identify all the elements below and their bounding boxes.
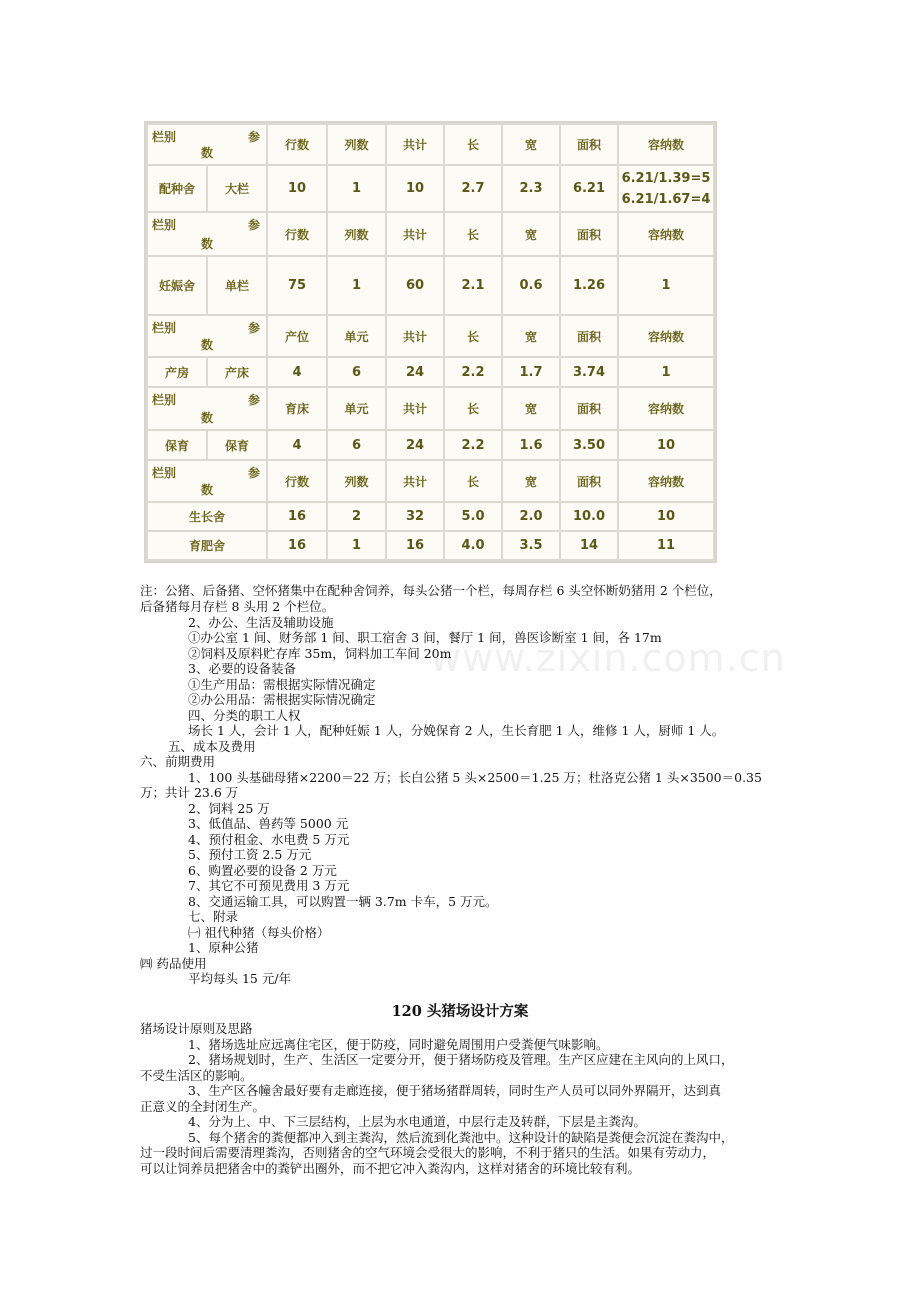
diag-right: 参 bbox=[247, 218, 260, 232]
diag-right: 参 bbox=[247, 466, 260, 480]
section-title: 120 头猪场设计方案 bbox=[391, 1003, 529, 1020]
value-cell: 2.0 bbox=[502, 502, 560, 531]
value-cell: 10 bbox=[386, 165, 444, 212]
value-cell: 2.3 bbox=[502, 165, 560, 212]
diag-left: 栏别 bbox=[152, 218, 177, 232]
text-line: 4、预付租金、水电费 5 万元 bbox=[188, 832, 350, 847]
value-cell: 60 bbox=[386, 256, 444, 315]
text-line: ㈠ 祖代种猪（每头价格） bbox=[188, 925, 330, 940]
header-cell: 长 bbox=[444, 212, 502, 256]
pen-parameter-table bbox=[146, 123, 715, 561]
text-line: 不受生活区的影响。 bbox=[140, 1068, 253, 1083]
value-cell: 2.2 bbox=[444, 357, 502, 387]
header-cell: 单元 bbox=[327, 315, 386, 357]
diag-header-cell bbox=[147, 124, 267, 165]
text-line: 场长 1 人，会计 1 人，配种妊娠 1 人，分娩保育 2 人，生长育肥 1 人，维修 1 人，厨师 1 人。 bbox=[188, 723, 725, 738]
text-line: 3、生产区各幢舍最好要有走廊连接，便于猪场猪群周转，同时生产人员可以同外界隔开，达到真 bbox=[188, 1083, 721, 1098]
header-cell: 宽 bbox=[502, 387, 560, 430]
text-line: 四、分类的职工人权 bbox=[188, 708, 301, 723]
header-cell: 容纳数 bbox=[618, 124, 714, 165]
value-cell: 2.2 bbox=[444, 430, 502, 460]
text-line: 7、其它不可预见费用 3 万元 bbox=[188, 878, 350, 893]
diag-right: 参 bbox=[247, 130, 260, 144]
row-label: 生长舍 bbox=[147, 502, 267, 531]
text-line: ②办公用品：需根据实际情况确定 bbox=[188, 692, 376, 707]
header-cell: 行数 bbox=[267, 124, 327, 165]
header-cell: 共计 bbox=[386, 315, 444, 357]
diag-bottom: 数 bbox=[200, 483, 213, 497]
text-line: 七、附录 bbox=[188, 909, 239, 924]
header-cell: 宽 bbox=[502, 124, 560, 165]
header-cell: 面积 bbox=[560, 124, 618, 165]
value-cell: 32 bbox=[386, 502, 444, 531]
text-line: 1、100 头基础母猪×2200＝22 万；长白公猪 5 头×2500＝1.25 万；杜洛克公猪 1 头×3500＝0.35 bbox=[188, 770, 762, 785]
diag-header-cell bbox=[147, 387, 267, 430]
note-line: 注：公猪、后备猪、空怀猪集中在配种舍饲养，每头公猪一个栏，每周存栏 6 头空怀断奶猪用 2 个栏位， bbox=[140, 583, 722, 598]
header-cell: 宽 bbox=[502, 315, 560, 357]
text-line: ①生产用品：需根据实际情况确定 bbox=[188, 677, 376, 692]
value-cell: 16 bbox=[267, 531, 327, 560]
capacity-line: 6.21/1.67=4 bbox=[621, 191, 711, 207]
text-line: 1、原种公猪 bbox=[188, 940, 259, 955]
text-line: 2、猪场规划时，生产、生活区一定要分开，便于猪场防疫及管理。生产区应建在主风向的上风口， bbox=[188, 1052, 734, 1067]
diag-left: 栏别 bbox=[152, 130, 177, 144]
text-line: ②饲料及原料贮存库 35m，饲料加工车间 20m bbox=[188, 646, 452, 661]
value-cell: 10 bbox=[267, 165, 327, 212]
row-label: 产床 bbox=[207, 357, 267, 387]
header-cell: 面积 bbox=[560, 315, 618, 357]
row-label: 保育 bbox=[147, 430, 207, 460]
row-label: 配种舍 bbox=[147, 165, 207, 212]
text-line: ㈣ 药品使用 bbox=[140, 956, 207, 971]
text-line: 6、购置必要的设备 2 万元 bbox=[188, 863, 337, 878]
value-cell: 16 bbox=[267, 502, 327, 531]
value-cell: 4.0 bbox=[444, 531, 502, 560]
value-cell: 1 bbox=[327, 531, 386, 560]
header-cell: 长 bbox=[444, 460, 502, 502]
value-cell: 24 bbox=[386, 357, 444, 387]
text-line: 5、预付工资 2.5 万元 bbox=[188, 847, 312, 862]
value-cell: 1.26 bbox=[560, 256, 618, 315]
text-line: 平均每头 15 元/年 bbox=[188, 971, 292, 986]
value-cell: 2.1 bbox=[444, 256, 502, 315]
text-line: 正意义的全封闭生产。 bbox=[140, 1099, 266, 1114]
header-cell: 共计 bbox=[386, 124, 444, 165]
value-cell: 6 bbox=[327, 357, 386, 387]
text-line: 4、分为上、中、下三层结构，上层为水电通道，中层行走及转群，下层是主粪沟。 bbox=[188, 1114, 646, 1129]
capacity-line: 6.21/1.39=5 bbox=[621, 170, 711, 186]
row-label: 育肥舍 bbox=[147, 531, 267, 560]
diag-bottom: 数 bbox=[200, 338, 213, 352]
text-line: 3、必要的设备装备 bbox=[188, 661, 296, 676]
value-cell: 1 bbox=[327, 165, 386, 212]
header-cell: 行数 bbox=[267, 212, 327, 256]
value-cell: 3.50 bbox=[560, 430, 618, 460]
value-cell: 75 bbox=[267, 256, 327, 315]
header-cell: 面积 bbox=[560, 212, 618, 256]
value-cell: 1.7 bbox=[502, 357, 560, 387]
diag-bottom: 数 bbox=[200, 411, 213, 425]
header-cell: 宽 bbox=[502, 460, 560, 502]
header-cell: 长 bbox=[444, 387, 502, 430]
text-line: 5、每个猪舍的粪便都冲入到主粪沟，然后流到化粪池中。这种设计的缺陷是粪便会沉淀在粪沟中， bbox=[188, 1130, 734, 1145]
header-cell: 产位 bbox=[267, 315, 327, 357]
header-cell: 容纳数 bbox=[618, 460, 714, 502]
header-cell: 共计 bbox=[386, 460, 444, 502]
row-label: 大栏 bbox=[207, 165, 267, 212]
value-cell: 24 bbox=[386, 430, 444, 460]
text-line: 2、饲料 25 万 bbox=[188, 801, 270, 816]
text-line: 万；共计 23.6 万 bbox=[140, 785, 239, 800]
header-cell: 容纳数 bbox=[618, 315, 714, 357]
text-line: 五、成本及费用 bbox=[168, 739, 256, 754]
header-cell: 长 bbox=[444, 124, 502, 165]
header-cell: 列数 bbox=[327, 460, 386, 502]
capacity-cell: 10 bbox=[618, 430, 714, 460]
value-cell: 0.6 bbox=[502, 256, 560, 315]
row-label: 产房 bbox=[147, 357, 207, 387]
value-cell: 6.21 bbox=[560, 165, 618, 212]
header-cell: 单元 bbox=[327, 387, 386, 430]
header-cell: 长 bbox=[444, 315, 502, 357]
diag-right: 参 bbox=[247, 321, 260, 335]
value-cell: 2 bbox=[327, 502, 386, 531]
value-cell: 5.0 bbox=[444, 502, 502, 531]
text-line: 猪场设计原则及思路 bbox=[140, 1021, 253, 1036]
value-cell: 10.0 bbox=[560, 502, 618, 531]
value-cell: 16 bbox=[386, 531, 444, 560]
diag-bottom: 数 bbox=[200, 146, 213, 160]
diag-left: 栏别 bbox=[152, 466, 177, 480]
value-cell: 14 bbox=[560, 531, 618, 560]
value-cell: 1 bbox=[327, 256, 386, 315]
diag-header-cell bbox=[147, 460, 267, 502]
capacity-cell: 11 bbox=[618, 531, 714, 560]
value-cell: 4 bbox=[267, 357, 327, 387]
value-cell: 3.5 bbox=[502, 531, 560, 560]
header-cell: 容纳数 bbox=[618, 212, 714, 256]
value-cell: 2.7 bbox=[444, 165, 502, 212]
text-line: 1、猪场选址应远离住宅区，便于防疫，同时避免周围用户受粪便气味影响。 bbox=[188, 1037, 609, 1052]
row-label: 妊娠舍 bbox=[147, 256, 207, 315]
text-line: 六、前期费用 bbox=[140, 754, 216, 769]
note-line: 后备猪每月存栏 8 头用 2 个栏位。 bbox=[140, 599, 335, 614]
capacity-cell bbox=[618, 165, 714, 212]
diag-right: 参 bbox=[247, 393, 260, 407]
header-cell: 宽 bbox=[502, 212, 560, 256]
watermark: www.zixin.com.cn bbox=[430, 636, 786, 680]
value-cell: 4 bbox=[267, 430, 327, 460]
header-cell: 列数 bbox=[327, 212, 386, 256]
header-cell: 共计 bbox=[386, 212, 444, 256]
diag-left: 栏别 bbox=[152, 321, 177, 335]
capacity-cell: 1 bbox=[618, 256, 714, 315]
text-line: 过一段时间后需要清理粪沟，否则猪舍的空气环境会受很大的影响，不利于猪只的生活。如果有劳动力， bbox=[140, 1145, 716, 1160]
text-line: 8、交通运输工具，可以购置一辆 3.7m 卡车，5 万元。 bbox=[188, 894, 498, 909]
value-cell: 3.74 bbox=[560, 357, 618, 387]
row-label: 保育 bbox=[207, 430, 267, 460]
capacity-cell: 1 bbox=[618, 357, 714, 387]
diag-header-cell bbox=[147, 212, 267, 256]
diag-header-cell bbox=[147, 315, 267, 357]
header-cell: 容纳数 bbox=[618, 387, 714, 430]
capacity-cell: 10 bbox=[618, 502, 714, 531]
text-line: 可以让饲养员把猪舍中的粪铲出圈外，而不把它冲入粪沟内，这样对猪舍的环境比较有利。 bbox=[140, 1161, 641, 1176]
text-line: 2、办公、生活及辅助设施 bbox=[188, 615, 334, 630]
diag-left: 栏别 bbox=[152, 393, 177, 407]
text-line: 3、低值品、兽药等 5000 元 bbox=[188, 816, 349, 831]
header-cell: 面积 bbox=[560, 460, 618, 502]
text-line: ①办公室 1 间、财务部 1 间、职工宿舍 3 间，餐厅 1 间，兽医诊断室 1 间，各 17m bbox=[188, 630, 662, 645]
header-cell: 行数 bbox=[267, 460, 327, 502]
header-cell: 育床 bbox=[267, 387, 327, 430]
diag-bottom: 数 bbox=[200, 237, 213, 251]
header-cell: 面积 bbox=[560, 387, 618, 430]
value-cell: 6 bbox=[327, 430, 386, 460]
header-cell: 共计 bbox=[386, 387, 444, 430]
header-cell: 列数 bbox=[327, 124, 386, 165]
value-cell: 1.6 bbox=[502, 430, 560, 460]
row-label: 单栏 bbox=[207, 256, 267, 315]
